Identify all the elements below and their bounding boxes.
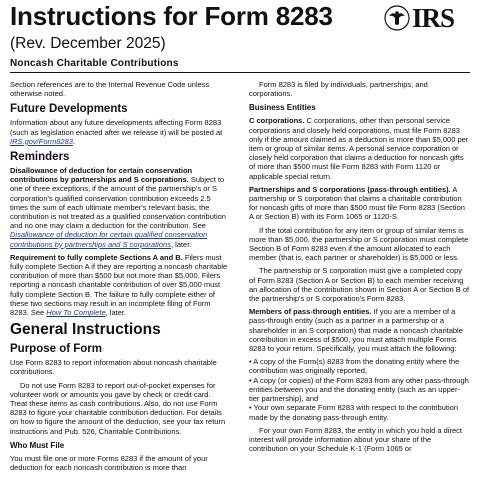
purpose-heading: Purpose of Form <box>10 343 103 356</box>
partnership-paragraph-2: If the total contribution for any item or group of similar items is more than $5,000, the partnership or S corporation must complete Section B of Form 8283 even if the amount allocated to each member (that is, each partner or shareholder) is $5,000 or less. <box>249 225 469 263</box>
general-instructions-heading: General Instructions <box>10 321 161 339</box>
irs-logo-text: IRS <box>412 3 455 33</box>
list-item: • A copy (or copies) of the Form 8283 from any other pass-through entities between you and the donating entity (such as an upper-tier partnership), and <box>249 375 469 404</box>
c-corp-title: C corporations. <box>249 116 305 126</box>
right-column <box>249 80 470 457</box>
revision-date: (Rev. December 2025) <box>10 35 166 52</box>
list-item: • Your own separate Form 8283 with respect to the contribution made by the donating pass-through entity. <box>249 403 458 422</box>
form-subject: Noncash Charitable Contributions <box>10 58 179 69</box>
disallowance-link[interactable]: Disallowance of deduction for certain qualified conservation contributions by partnerships and S corporations <box>10 230 208 249</box>
intro-text: Section references are to the Internal Revenue Code unless otherwise noted. <box>10 80 210 99</box>
future-developments-text <box>10 118 229 146</box>
who-must-file-text: You must file one or more Forms 8283 if the amount of your deduction for each noncash contribution is more than <box>10 453 208 473</box>
purpose-text-1: Use Form 8283 to report information about noncash charitable contributions. <box>10 358 217 377</box>
disallowance-title: Disallowance of deduction for certain conservation contributions by partnerships and S corporations. <box>10 166 193 185</box>
future-text: Information about any future developments affecting Form 8283 (such as legislation enacted after we release it) will be posted at <box>10 118 223 137</box>
filers-intro: Form 8283 is filed by individuals, partnerships, and corporations. <box>249 80 428 99</box>
future-text-end: . <box>72 136 76 146</box>
partnership-title: Partnerships and S corporations (pass-through entities). <box>249 184 451 194</box>
left-column <box>10 80 229 476</box>
how-to-complete-link[interactable]: How To Complete <box>46 308 106 318</box>
members-paragraph <box>249 307 470 353</box>
purpose-text-2: Do not use Form 8283 to report out-of-pocket expenses for volunteer work or amounts you gave by check or credit card. Treat these items as cash contributions. Also, do not use Form 8283 to figure your charitable contribution deduction. For details on how to figure the amount of the deduction, see your tax return instructions and Pub. 526, Charitable Contributions. <box>10 380 226 436</box>
members-title: Members of pass-through entities. <box>249 307 372 317</box>
requirement-paragraph <box>10 253 229 317</box>
disallowance-paragraph <box>10 166 229 249</box>
reminders-heading: Reminders <box>10 151 70 164</box>
partnership-paragraph <box>249 185 470 222</box>
form-header <box>10 0 470 76</box>
members-text: If you are a member of a pass-through entity (such as a partner in a partnership or a shareholder in an S corporation) that made a noncash charitable contribution in excess of $500, you must attach multiple Forms 8283 to your return. Specifically, you must attach the following: <box>249 307 463 354</box>
c-corp-text: C corporations, other than personal service corporations and closely held corporations, must file Form 8283 only if the amount claimed as a deduction is more than $5,000 per item or group of similar items. A personal service corporation or closely held corporation that claims a deduction for noncash gifts of more than $500 must file Form 8283 with Form 1120 or applicable special return. <box>249 116 469 181</box>
irs-eagle-icon <box>384 5 410 31</box>
requirement-text: Filers must fully complete Section A if they are reporting a noncash charitable contribution of more than $500 but not more than $5,000. Filers reporting a noncash charitable contribution of over $5,000 must fully complete Section B. The failure to fully complete either of these two sections may result in an incomplete filing of Form 8283. See <box>10 252 228 318</box>
requirement-after: , later. <box>105 308 127 318</box>
requirement-title: Requirement to fully complete Sections A and B. <box>10 252 183 262</box>
partnership-text: A partnership or S corporation that claims a charitable contribution for noncash gifts of more than $500 must file Form 8283 (Section A or Section B) with its Form 1065 or 1120-S. <box>249 184 465 222</box>
page-title: Instructions for Form 8283 <box>10 1 333 31</box>
list-item: • A copy of the Form(s) 8283 from the donating entity where the contribution was originally reported, <box>249 357 460 376</box>
business-entities-heading: Business Entities <box>249 103 316 113</box>
partnership-paragraph-3: The partnership or S corporation must give a completed copy of Form 8283 (Section A or Section B) to each member receiving an allocation of the contribution shown in Section A or Section B of the partnership's or S corporation's Form 8283. <box>249 266 470 304</box>
future-developments-heading: Future Developments <box>10 103 128 116</box>
irs-form-link[interactable]: IRS.gov/Form8283 <box>10 136 73 146</box>
who-must-file-heading: Who Must File <box>10 440 65 450</box>
disallowance-text: Subject to one of three exceptions, if the amount of the partnership's or S corporation's qualified conservation contribution exceeds 2.5 times the sum of each ultimate member's relevant basis, the contribution is not treated as a qualified conservation contribution and no one may claim a deduction for the contribution. See <box>10 175 226 231</box>
irs-logo <box>384 4 466 32</box>
c-corp-paragraph <box>249 116 470 180</box>
own-form-paragraph: For your own Form 8283, the entity in which you hold a direct interest will provide information about your share of the contribution on your Schedule K-1 (Form 1065 or <box>249 425 463 454</box>
disallowance-after: , later. <box>170 239 192 249</box>
header-divider <box>10 72 470 73</box>
